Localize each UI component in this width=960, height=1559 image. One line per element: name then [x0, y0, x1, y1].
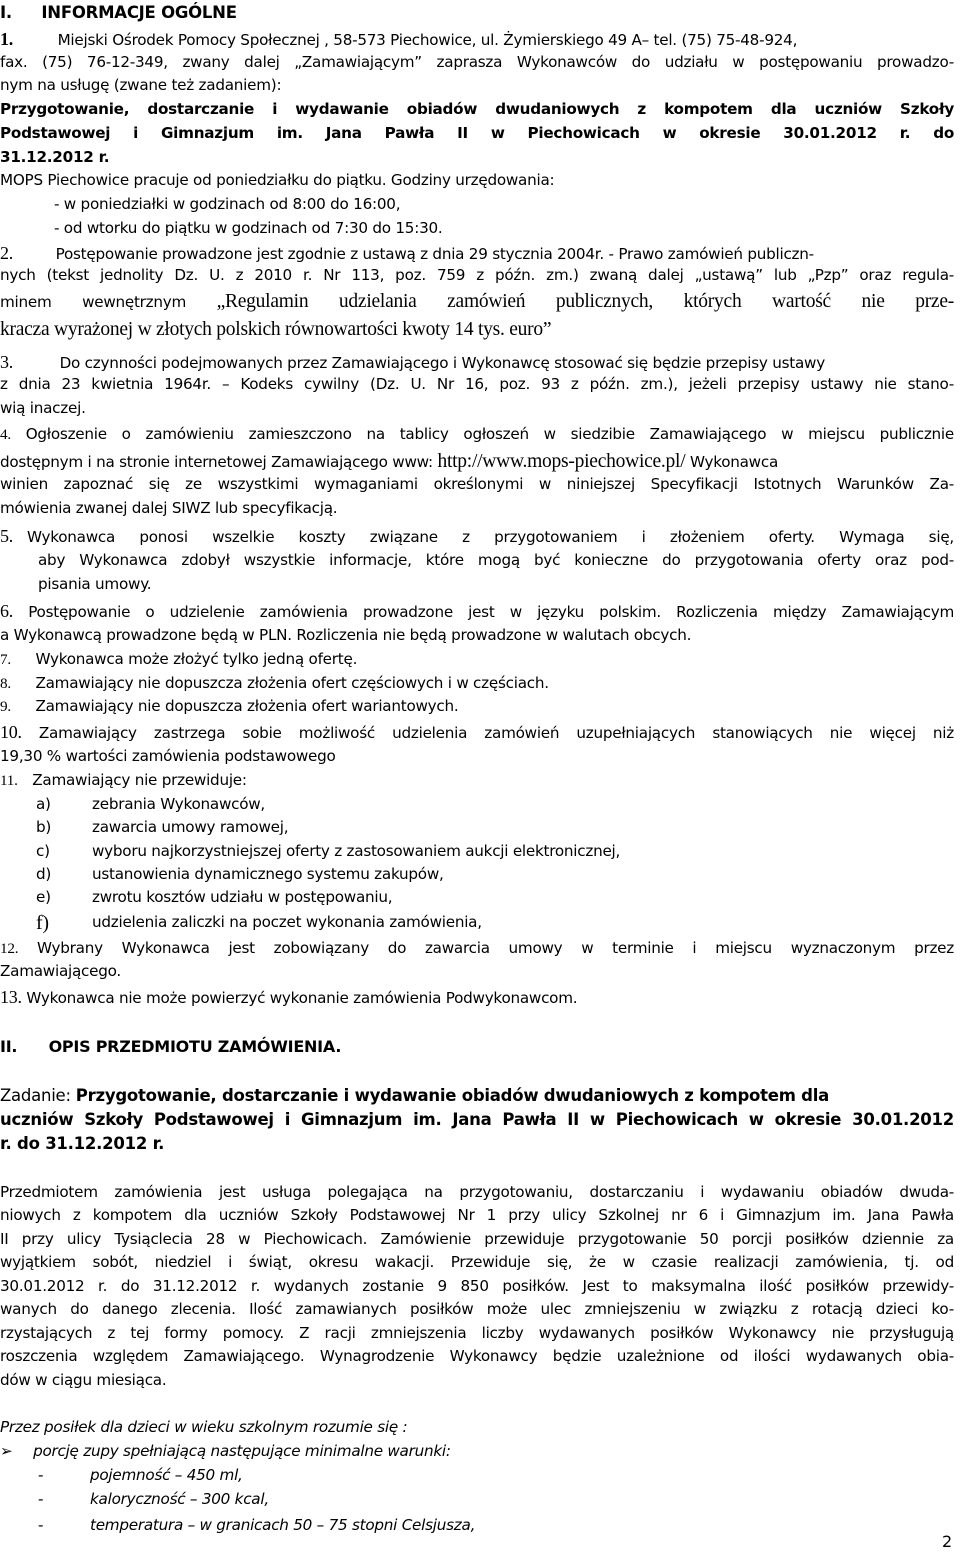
- paragraph-number: 1.: [0, 29, 13, 49]
- meal-bullet: [0, 1444, 451, 1459]
- list-item: [36, 865, 444, 883]
- description-line: wanych do danego zlecenia. Ilość zamawianych posiłków może ulec zmniejszeniu w związku z rotacją dzieci ko-: [0, 1300, 954, 1318]
- paragraph-6-line-2: a Wykonawcą prowadzone będą w PLN. Rozliczenia nie będą prowadzone w walutach obcych.: [0, 626, 692, 644]
- paragraph-5-line-2: aby Wykonawca zdobył wszystkie informacje, które mogą być konieczne do przygotowania oferty oraz pod-: [38, 551, 954, 569]
- task-line-3: r. do 31.12.2012 r.: [0, 1134, 165, 1153]
- paragraph-12-line-1: [0, 941, 954, 956]
- paragraph-10-line-1: [0, 723, 954, 741]
- regulation-title: „Regulamin udzielania zamówień publicznych, których wartość nie prze-: [216, 291, 954, 312]
- paragraph-3-line-3: wią inaczej.: [0, 399, 86, 417]
- list-item: [36, 795, 266, 813]
- paragraph-number: 6.: [0, 601, 13, 621]
- description-line: niowych z kompotem dla uczniów Szkoły Podstawowej Nr 1 przy ulicy Szkolnej nr 6 i Gimnazjum im. Jana Pawła: [0, 1206, 954, 1224]
- paragraph-text: Zamawiający nie przewiduje:: [32, 771, 247, 789]
- paragraph-text: Postępowanie o udzielenie zamówienia prowadzone jest w języku polskim. Rozliczenia między Zamawiającym: [28, 603, 954, 621]
- paragraph-3-line-2: z dnia 23 kwietnia 1964r. – Kodeks cywilny (Dz. U. Nr 16, poz. 93 z późn. zm.), jeżeli przepisy ustawy nie stano-: [0, 375, 954, 393]
- list-item-text: zebrania Wykonawców,: [92, 795, 266, 813]
- paragraph-5-line-3: pisania umowy.: [38, 575, 152, 593]
- paragraph-4-line-3: winien zapoznać się ze wszystkimi wymaganiami określonymi w niniejszej Specyfikacji Istotnych Warunków Za-: [0, 475, 954, 493]
- paragraph-text: Do czynności podejmowanych przez Zamawiającego i Wykonawcę stosować się będzie przepisy ustawy: [59, 354, 825, 372]
- paragraph-9: [0, 699, 458, 714]
- section-2-heading: [0, 1039, 341, 1055]
- list-marker: d): [36, 865, 52, 883]
- description-line: roszczenia względem Zamawiającego. Wynagrodzenie Wykonawcy będzie uzależnione od ilości wydawanych obia-: [0, 1347, 954, 1365]
- paragraph-number: 12.: [0, 940, 19, 957]
- paragraph-text: dostępnym i na stronie internetowej Zamawiającego www:: [0, 453, 438, 471]
- list-marker: a): [36, 795, 51, 813]
- list-item-text: ustanowienia dynamicznego systemu zakupów,: [92, 865, 444, 883]
- website-link[interactable]: http://www.mops-piechowice.pl/: [437, 451, 686, 472]
- paragraph-1-line-2: fax. (75) 76-12-349, zwany dalej „Zamawiającym” zaprasza Wykonawców do udziału w postępowaniu prowadzo-: [0, 53, 954, 71]
- section-1-heading: [0, 5, 237, 22]
- list-marker: e): [36, 888, 51, 906]
- paragraph-number: 2.: [0, 243, 13, 263]
- description-line: II przy ulicy Tysiąclecia 28 w Piechowicach. Zamówienie przewiduje przygotowanie 50 porcji posiłków dziennie za: [0, 1230, 954, 1248]
- requirement-item: [38, 1516, 476, 1534]
- paragraph-2-line-1: [0, 244, 814, 262]
- office-hours-tue-fri: - od wtorku do piątku w godzinach od 7:30 do 15:30.: [54, 219, 443, 237]
- paragraph-5-line-1: [0, 527, 954, 545]
- list-item-text: zwrotu kosztów udziału w postępowaniu,: [92, 888, 393, 906]
- paragraph-text: Postępowanie prowadzone jest zgodnie z ustawą z dnia 29 stycznia 2004r. - Prawo zamówień publiczn-: [55, 245, 814, 263]
- paragraph-text: Ogłoszenie o zamówieniu zamieszczono na tablicy ogłoszeń w siedzibie Zamawiającego w miejscu publicznie: [25, 425, 954, 443]
- requirement-item: [38, 1466, 243, 1484]
- paragraph-number: 4.: [0, 426, 11, 443]
- description-line: Przedmiotem zamówienia jest usługa polegająca na przygotowaniu, dostarczaniu i wydawaniu obiadów dwuda-: [0, 1183, 954, 1201]
- list-item: [36, 818, 289, 836]
- list-item: [36, 912, 482, 934]
- list-item-text: wyboru najkorzystniejszej oferty z zastosowaniem aukcji elektronicznej,: [92, 842, 621, 860]
- paragraph-number: 5.: [0, 526, 13, 546]
- paragraph-number: 11.: [0, 772, 18, 789]
- description-line: wyjątkiem sobót, niedziel i świąt, okresu wakacji. Przewiduje się, że w czasie realizacji zamówienia, tj. od: [0, 1253, 954, 1271]
- page-number: 2: [942, 1532, 952, 1551]
- office-hours-monday: - w poniedziałki w godzinach od 8:00 do 16:00,: [54, 195, 401, 213]
- paragraph-13: [0, 988, 577, 1006]
- task-line-2: uczniów Szkoły Podstawowej i Gimnazjum im. Jana Pawła II w Piechowicach w okresie 30.01.2012: [0, 1110, 954, 1129]
- description-line: dów w ciągu miesiąca.: [0, 1371, 167, 1389]
- paragraph-text: minem wewnętrznym: [0, 293, 217, 311]
- paragraph-number: 13.: [0, 987, 22, 1007]
- requirement-text: kaloryczność – 300 kcal,: [90, 1490, 269, 1508]
- paragraph-3-line-1: [0, 353, 825, 371]
- paragraph-number: 9.: [0, 698, 11, 715]
- bullet-text: porcję zupy spełniającą następujące minimalne warunki:: [33, 1442, 451, 1460]
- task-title-line-3: 31.12.2012 r.: [0, 148, 110, 166]
- paragraph-1-line-3: nym na usługę (zwane też zadaniem):: [0, 76, 282, 94]
- list-marker: f): [36, 912, 49, 934]
- requirement-text: pojemność – 450 ml,: [90, 1466, 243, 1484]
- paragraph-1-line-1: [0, 30, 797, 48]
- section-title: OPIS PRZEDMIOTU ZAMÓWIENIA.: [48, 1037, 342, 1056]
- dash-marker: -: [38, 1466, 44, 1484]
- paragraph-2-line-2: nych (tekst jednolity Dz. U. z 2010 r. Nr 113, poz. 759 z późn. zm.) zwaną dalej „ustawą” lub „Pzp” oraz regula-: [0, 266, 954, 284]
- office-hours-line: MOPS Piechowice pracuje od poniedziałku do piątku. Godziny urzędowania:: [0, 171, 555, 189]
- paragraph-4-line-1: [0, 427, 954, 442]
- paragraph-4-line-2: [0, 452, 778, 472]
- paragraph-text: Zamawiający nie dopuszcza złożenia ofert wariantowych.: [35, 697, 459, 715]
- task-title-line-2: Podstawowej i Gimnazjum im. Jana Pawła II w Piechowicach w okresie 30.01.2012 r. do: [0, 124, 954, 142]
- requirement-text: temperatura – w granicach 50 – 75 stopni Celsjusza,: [90, 1516, 476, 1534]
- paragraph-number: 7.: [0, 651, 11, 668]
- paragraph-4-line-4: mówienia zwanej dalej SIWZ lub specyfikacją.: [0, 499, 338, 517]
- paragraph-text: Wykonawca ponosi wszelkie koszty związane z przygotowaniem i złożeniem oferty. Wymaga się,: [27, 528, 954, 546]
- paragraph-number: 3.: [0, 352, 13, 372]
- section-number: II.: [0, 1037, 18, 1056]
- task-title-line-1: Przygotowanie, dostarczanie i wydawanie obiadów dwudaniowych z kompotem dla uczniów Szkoły: [0, 100, 954, 118]
- paragraph-text: Zamawiający nie dopuszcza złożenia ofert częściowych i w częściach.: [35, 674, 549, 692]
- paragraph-6-line-1: [0, 602, 954, 620]
- task-line-1: [0, 1088, 829, 1105]
- paragraph-number: 10.: [0, 722, 22, 742]
- list-item: [36, 842, 621, 860]
- requirement-item: [38, 1490, 269, 1508]
- list-marker: c): [36, 842, 50, 860]
- list-marker: b): [36, 818, 52, 836]
- paragraph-7: [0, 652, 357, 667]
- list-item-text: zawarcia umowy ramowej,: [92, 818, 289, 836]
- description-line: 30.01.2012 r. do 31.12.2012 r. wydanych zostanie 9 850 posiłków. Jest to maksymalna ilość posiłków przewidy-: [0, 1277, 954, 1295]
- paragraph-2-line-4: kracza wyrażonej w złotych polskich równowartości kwoty 14 tys. euro”: [0, 319, 552, 340]
- task-title: Przygotowanie, dostarczanie i wydawanie obiadów dwudaniowych z kompotem dla: [75, 1086, 829, 1105]
- paragraph-number: 8.: [0, 675, 11, 692]
- paragraph-12-line-2: Zamawiającego.: [0, 962, 121, 980]
- meal-intro: Przez posiłek dla dzieci w wieku szkolnym rozumie się :: [0, 1418, 408, 1436]
- section-number: I.: [0, 3, 12, 22]
- description-line: rzystających z tej formy pomocy. Z racji zmniejszenia liczby wydawanych posiłków Wykonawcy nie przysługują: [0, 1324, 954, 1342]
- paragraph-text: Wykonawca: [685, 453, 779, 471]
- paragraph-text: Zamawiający zastrzega sobie możliwość udzielenia zamówień uzupełniających stanowiących nie więcej niż: [38, 724, 954, 742]
- paragraph-10-line-2: 19,30 % wartości zamówienia podstawowego: [0, 747, 336, 765]
- arrow-bullet-icon: ➢: [0, 1442, 13, 1460]
- section-title: INFORMACJE OGÓLNE: [41, 3, 237, 22]
- list-item: [36, 888, 393, 906]
- paragraph-8: [0, 676, 549, 691]
- dash-marker: -: [38, 1490, 44, 1508]
- dash-marker: -: [38, 1516, 44, 1534]
- paragraph-2-line-3: [0, 292, 954, 312]
- paragraph-text: Wykonawca może złożyć tylko jedną ofertę.: [35, 650, 358, 668]
- paragraph-text: Wybrany Wykonawca jest zobowiązany do zawarcia umowy w terminie i miejscu wyznaczonym przez: [37, 939, 954, 957]
- task-label: Zadanie:: [0, 1086, 76, 1105]
- paragraph-text: Wykonawca nie może powierzyć wykonanie zamówienia Podwykonawcom.: [26, 989, 578, 1007]
- paragraph-11-line-1: [0, 773, 247, 788]
- paragraph-text: Miejski Ośrodek Pomocy Społecznej , 58-573 Piechowice, ul. Żymierskiego 49 A– tel. (75) 75-48-924,: [57, 31, 798, 49]
- list-item-text: udzielenia zaliczki na poczet wykonania zamówienia,: [92, 913, 482, 931]
